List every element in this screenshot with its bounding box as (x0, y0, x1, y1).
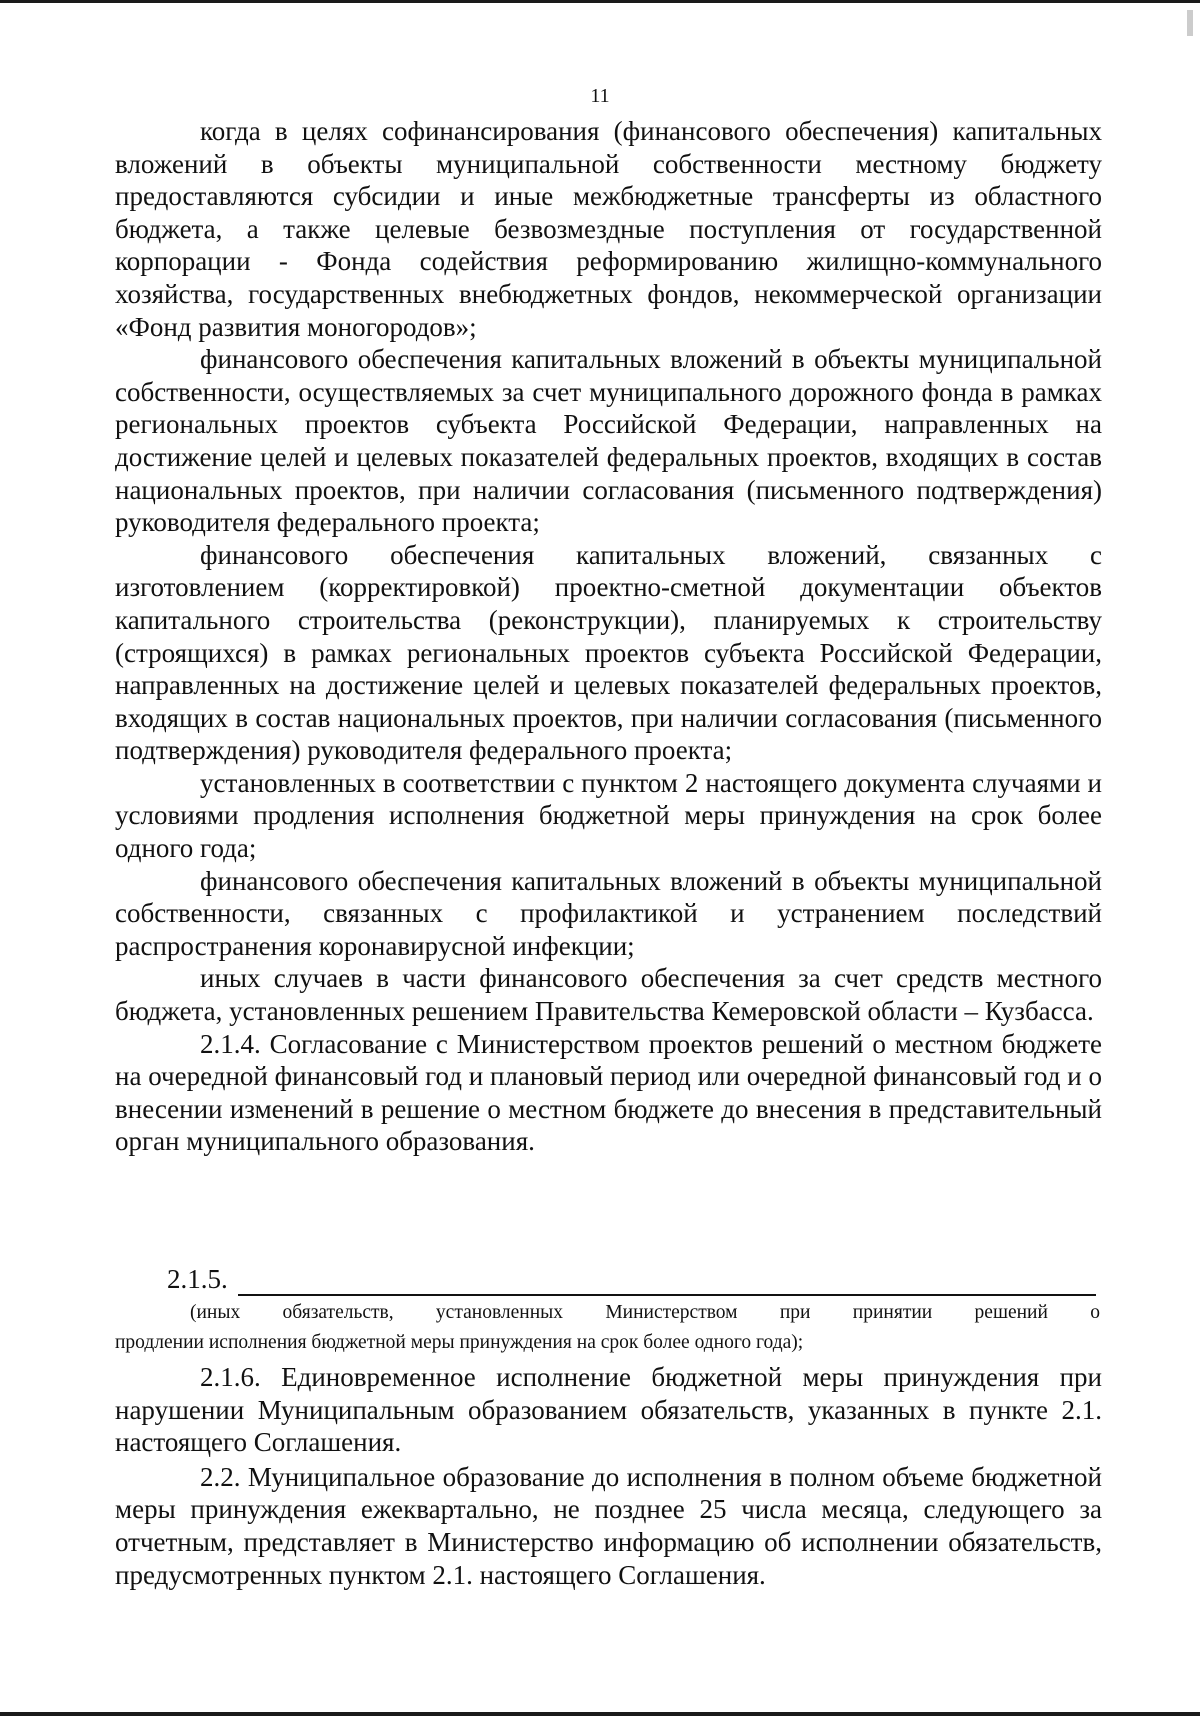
paragraph-2-1-4: 2.1.4. Согласование с Министерством проектов решений о местном бюджете на очередной финансовый год и плановый период или очередной финансовый год и о внесении изменений в решение о местном бюджете до внесения в представительный орган муниципального образования. (115, 1028, 1102, 1157)
paragraph-2-1-6: 2.1.6. Единовременное исполнение бюджетной меры принуждения при нарушении Муниципальным образованием обязательств, указанных в пункте 2.1. настоящего Соглашения. (115, 1362, 1102, 1458)
paragraph-other-cases: иных случаев в части финансового обеспечения за счет средств местного бюджета, установленных решением Правительства Кемеровской области – Кузбасса. (115, 963, 1102, 1027)
paragraph-coronavirus: финансового обеспечения капитальных вложений в объекты муниципальной собственности, связанных с профилактикой и устранением последствий распространения коронавирусной инфекции; (115, 865, 1102, 961)
paragraph-extension-conditions: установленных в соответствии с пунктом 2 настоящего документа случаями и условиями продления исполнения бюджетной меры принуждения на срок более одного года; (115, 767, 1102, 864)
footnote-line-2: продлении исполнения бюджетной меры принуждения на срок более одного года); (115, 1332, 804, 1353)
blank-fill-line (238, 1294, 1096, 1296)
document-body-upper (115, 115, 1102, 1158)
paragraph-design-documentation: финансового обеспечения капитальных вложений, связанных с изготовлением (корректировкой) проектно-сметной документации объектов капитального строительства (реконструкции), планируемых к строительству (строящихся) в рамках региональных проектов субъекта Российской Федерации, направленных на достижение целей и целевых показателей федеральных проектов, входящих в состав национальных проектов, при наличии согласования (письменного подтверждения) руководителя федерального проекта; (115, 539, 1102, 766)
document-body-lower (115, 1361, 1102, 1591)
paragraph-road-fund: финансового обеспечения капитальных вложений в объекты муниципальной собственности, осуществляемых за счет муниципального дорожного фонда в рамках региональных проектов субъекта Российской Федерации, направленных на достижение целей и целевых показателей федеральных проектов, входящих в состав национальных проектов, при наличии согласования (письменного подтверждения) руководителя федерального проекта; (115, 344, 1102, 538)
paragraph-cofinancing: когда в целях софинансирования (финансового обеспечения) капитальных вложений в объекты муниципальной собственности местному бюджету предоставляются субсидии и иные межбюджетные трансферты из областного бюджета, а также целевые безвозмездные поступления от государственной корпорации - Фонда содействия реформированию жилищно-коммунального хозяйства, государственных внебюджетных фондов, некоммерческой организации «Фонд развития моногородов»; (115, 116, 1102, 342)
scan-top-edge (0, 0, 1200, 3)
scan-bottom-edge (0, 1712, 1200, 1716)
clause-2-1-5 (113, 1263, 1100, 1296)
paragraph-2-2: 2.2. Муниципальное образование до исполнения в полном объеме бюджетной меры принуждения ежеквартально, не позднее 25 числа месяца, следующего за отчетным, представляет в Министерство информацию об исполнении обязательств, предусмотренных пунктом 2.1. настоящего Соглашения. (115, 1461, 1102, 1590)
footnote-hint (115, 1298, 1100, 1358)
footnote-line-1: (иных обязательств, установленных Министерством при принятии решений о (190, 1302, 1100, 1323)
page-number: 11 (590, 85, 610, 107)
scan-artifact-mark (1187, 10, 1193, 36)
clause-2-1-5-label: 2.1.5. (167, 1264, 228, 1294)
